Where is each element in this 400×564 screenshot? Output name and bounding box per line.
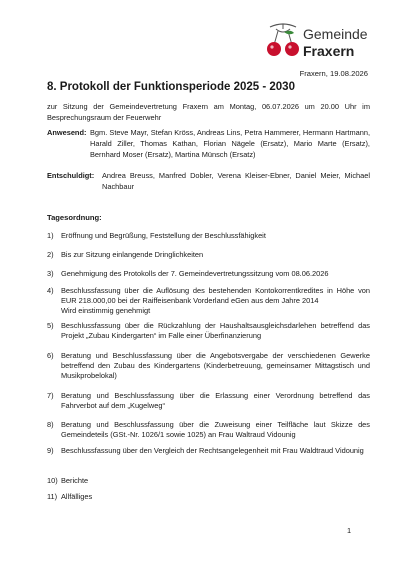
agenda-item — [47, 420, 370, 440]
agenda-item-number: 10) — [47, 476, 58, 485]
cherry-crest-icon — [264, 21, 302, 63]
agenda-item-text: Beratung und Beschlussfassung über die Zuweisung einer Teilfläche laut Skizze des Gemeindeteils (GSt.-Nr. 1026/1 sowie 1025) an Frau Waltraud Vidounig — [61, 420, 370, 439]
agenda-item — [47, 351, 370, 381]
agenda-item-number: 5) — [47, 321, 54, 330]
agenda-item-number: 1) — [47, 231, 54, 240]
agenda-item-number: 7) — [47, 391, 54, 400]
document-date: Fraxern, 19.08.2026 — [299, 69, 368, 78]
excused-names: Andrea Breuss, Manfred Dobler, Verena Kleiser-Ebner, Daniel Meier, Michael Nachbaur — [102, 171, 370, 191]
agenda-item — [47, 391, 370, 411]
agenda-item-number: 3) — [47, 269, 54, 278]
agenda-item-text: Beschlussfassung über die Auflösung des bestehenden Kontokorrentkredites in Höhe von EUR 218.000,00 bei der Raiffeisenbank Vorderland eGen aus dem Jahre 2014 — [61, 286, 370, 305]
agenda-item — [47, 476, 370, 486]
agenda-item — [47, 231, 370, 241]
agenda-item-note: Wird einstimmig genehmigt — [61, 306, 151, 315]
agenda-item-text: Beschlussfassung über die Rückzahlung der Haushaltsausgleichsdarlehen betreffend das Projekt „Zubau Kindergarten“ im Falle einer Überfinanzierung — [61, 321, 370, 340]
present-names: Bgm. Steve Mayr, Stefan Kröss, Andreas Lins, Petra Hammerer, Hermann Hartmann, Harald Ziller, Thomas Kathan, Florian Nägele (Ersatz), Mario Marte (Ersatz), Bernhard Moser (Ersatz), Martina Münsch (Ersatz) — [90, 128, 370, 159]
logo-line-1: Gemeinde — [303, 26, 368, 42]
agenda-item-text: Beschlussfassung über den Vergleich der Rechtsangelegenheit mit Frau Waldtraud Vidounig — [61, 446, 364, 455]
agenda-item — [47, 286, 370, 316]
agenda-item — [47, 321, 370, 341]
agenda-item-text: Genehmigung des Protokolls der 7. Gemeindevertretungssitzung vom 08.06.2026 — [61, 269, 329, 278]
agenda-item — [47, 269, 370, 279]
agenda-item-number: 2) — [47, 250, 54, 259]
municipality-logo — [264, 21, 382, 63]
agenda-item-text: Allfälliges — [61, 492, 93, 501]
agenda-item-text: Berichte — [61, 476, 89, 485]
agenda-item-text: Beratung und Beschlussfassung über die Erlassung einer Verordnung betreffend das Fahrverbot auf dem „Kugelweg“ — [61, 391, 370, 410]
agenda-item-number: 4) — [47, 286, 54, 295]
logo-line-2: Fraxern — [303, 43, 355, 59]
attendees-present — [47, 127, 370, 160]
attendees-excused — [47, 170, 370, 192]
page-number: 1 — [347, 526, 352, 535]
agenda-item-number: 8) — [47, 420, 54, 429]
agenda-item-text: Bis zur Sitzung einlangende Dringlichkeiten — [61, 250, 204, 259]
agenda-item-number: 6) — [47, 351, 54, 360]
agenda-item — [47, 492, 370, 502]
agenda-item-number: 11) — [47, 492, 58, 501]
agenda-item — [47, 250, 370, 260]
excused-label: Entschuldigt: — [47, 171, 95, 180]
present-label: Anwesend: — [47, 128, 87, 137]
document-title: 8. Protokoll der Funktionsperiode 2025 - 2030 — [47, 81, 295, 93]
intro-text: zur Sitzung der Gemeindevertretung Fraxern am Montag, 06.07.2026 um 20.00 Uhr im Besprechungsraum der Feuerwehr — [47, 102, 370, 122]
agenda-item — [47, 446, 370, 456]
agenda-item-text: Eröffnung und Begrüßung, Feststellung der Beschlussfähigkeit — [61, 231, 266, 240]
agenda-heading: Tagesordnung: — [47, 213, 102, 222]
agenda-item-number: 9) — [47, 446, 54, 455]
agenda-item-text: Beratung und Beschlussfassung über die Angebotsvergabe der verschiedenen Gewerke betreffend den Zubau des Kindergartens (Kinderbetreuung, gemeinsamer Mittagstisch und Musikprobelokal) — [61, 351, 370, 380]
